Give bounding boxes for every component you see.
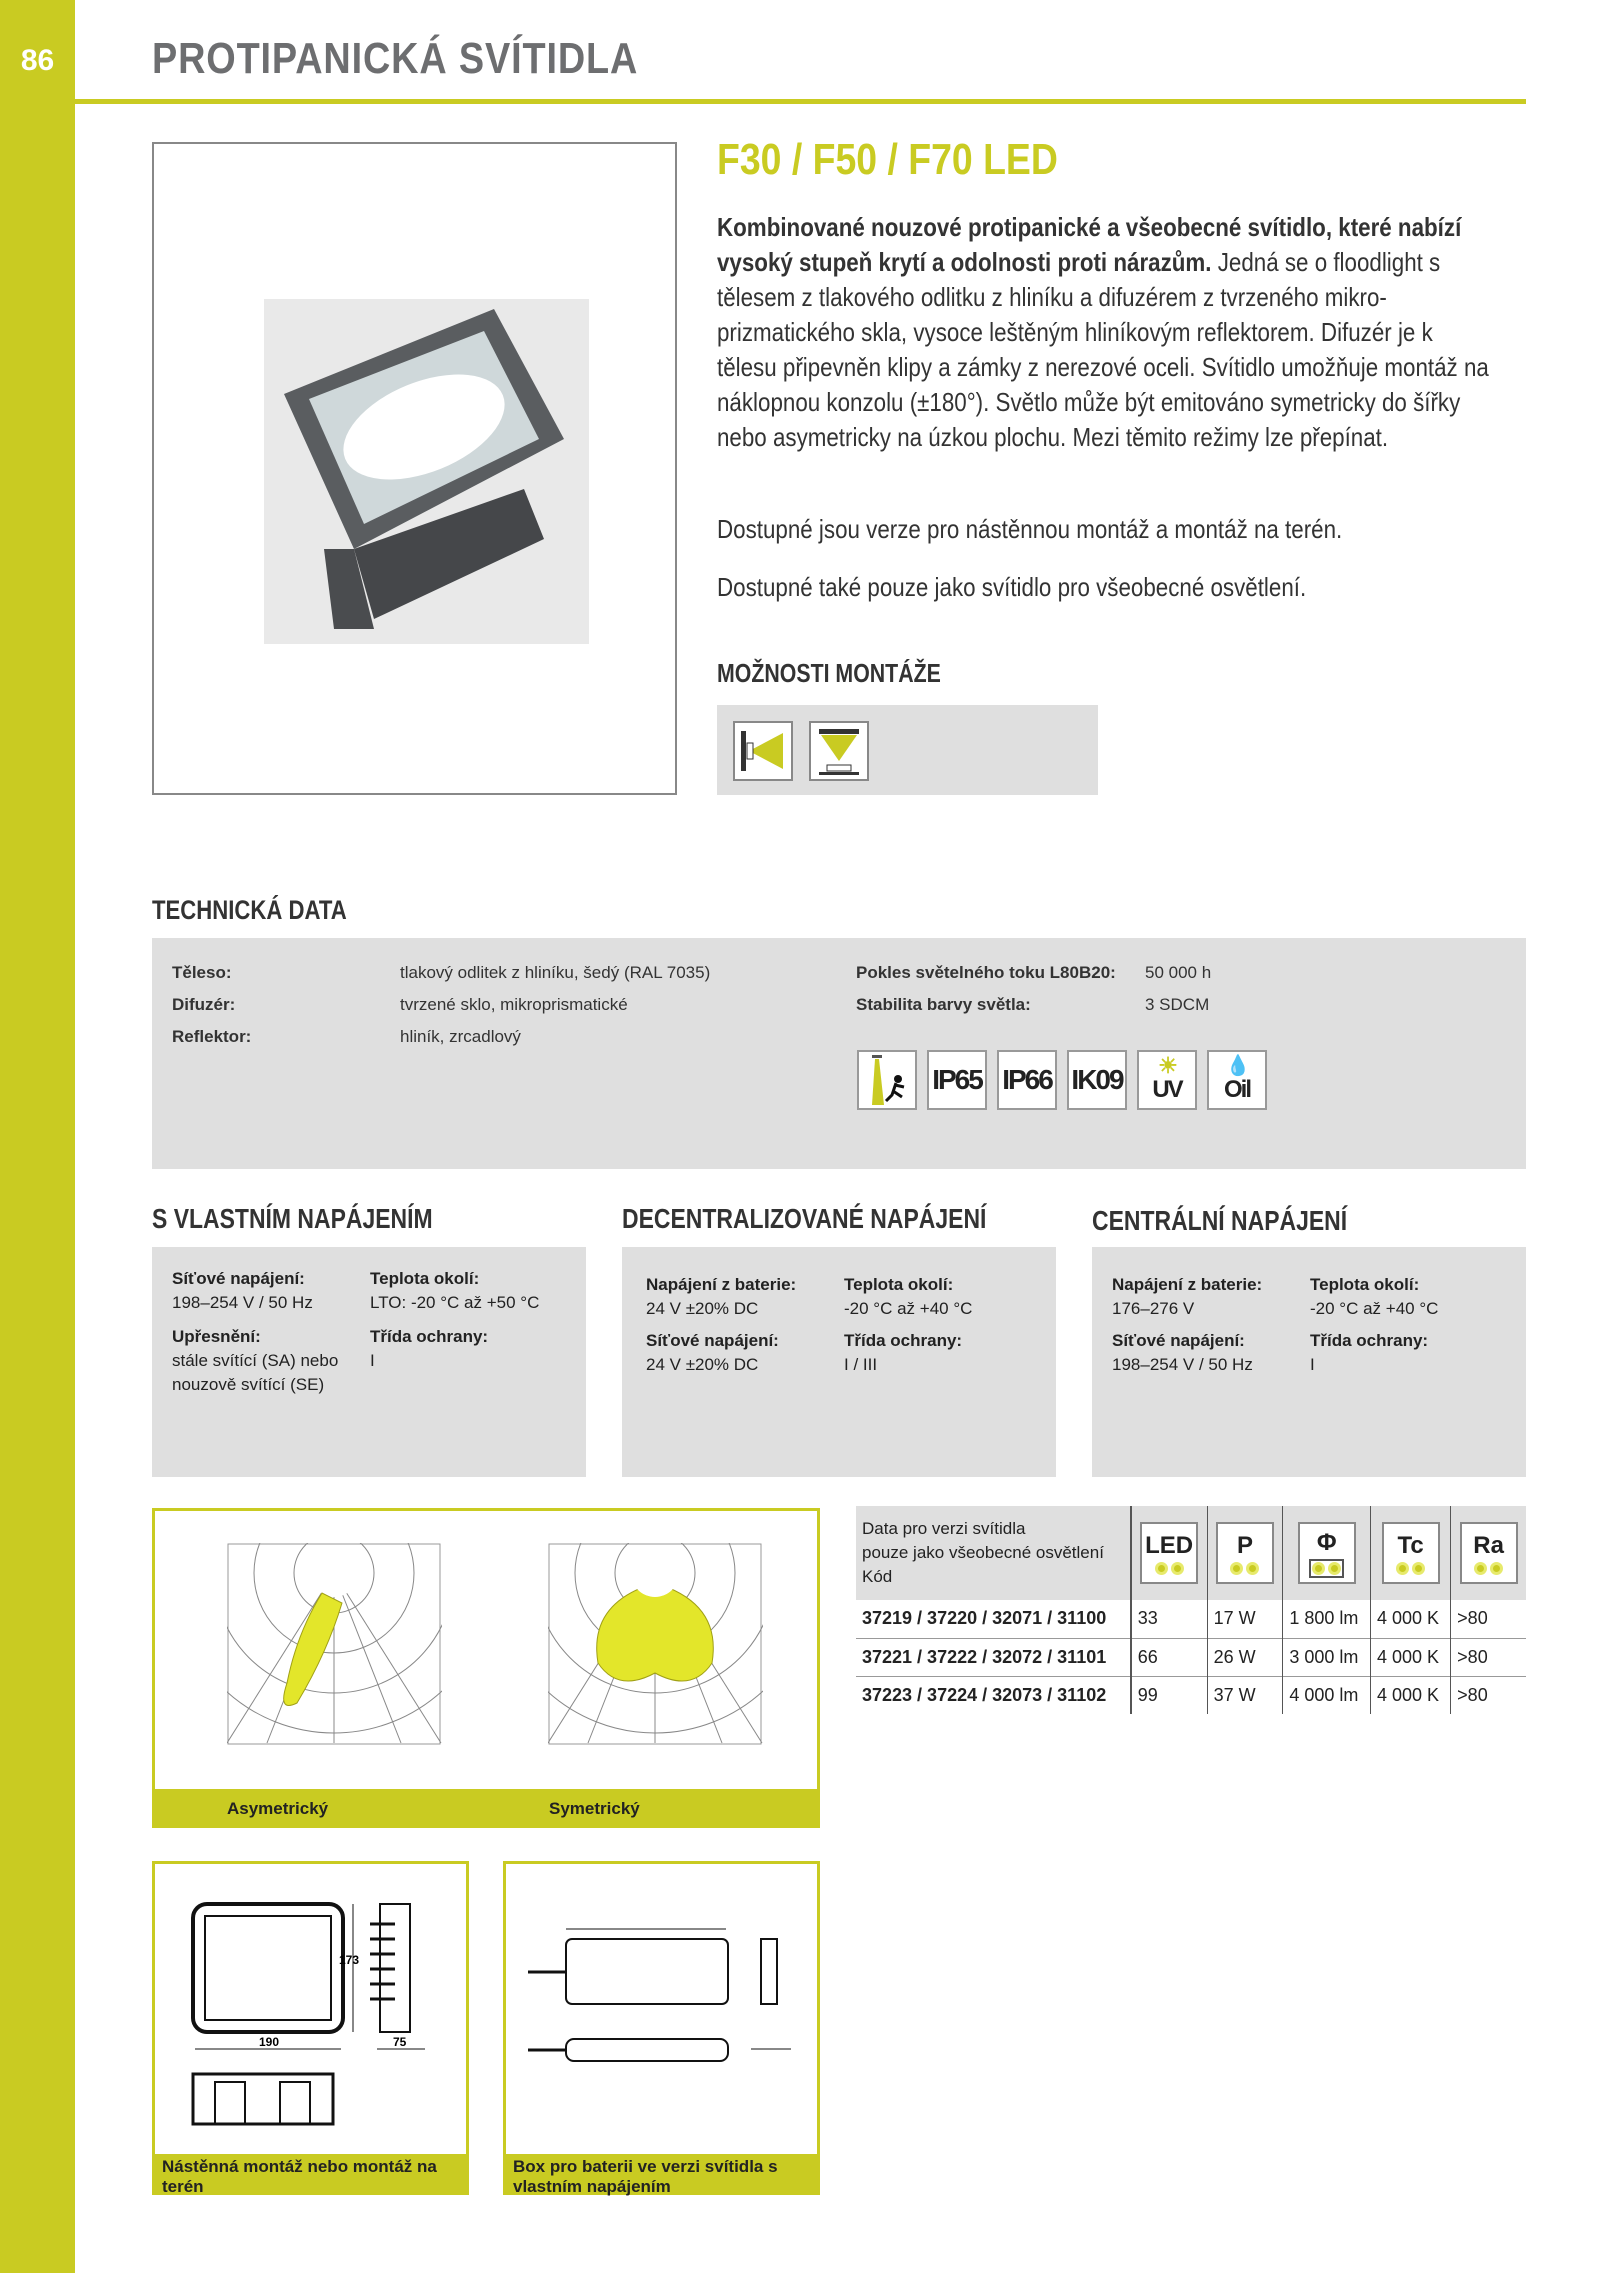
tech-label: Difuzér: [172, 995, 236, 1014]
cell-value: 99 [1131, 1676, 1207, 1714]
col-label: P [1236, 1531, 1253, 1559]
power-label: Teplota okolí: [370, 1269, 480, 1288]
product-description [717, 210, 1491, 455]
mounting-options [717, 705, 1098, 795]
battery-box-drawing [506, 1864, 817, 2154]
tech-value: tvrzené sklo, mikroprismatické [400, 995, 628, 1014]
wall-mount-icon [733, 721, 793, 781]
power-title-self: S VLASTNÍM NAPÁJENÍM [152, 1203, 433, 1234]
tech-value: 3 SDCM [1145, 995, 1210, 1014]
description-lead: Kombinované nouzové protipanické a všeobecné svítidlo, které nabízí vysoký stupeň krytí a odolnosti proti nárazům. [717, 212, 1462, 277]
drop-icon: 💧 [1225, 1055, 1249, 1077]
power-label: Třída ochrany: [370, 1327, 489, 1346]
dim-width: 190 [259, 2035, 280, 2049]
description-body: Jedná se o floodlight s tělesem z tlakového odlitku z hliníku a difuzérem z tvrzeného mikro-prizmatického skla, vysoce leštěným hliníkovým reflektorem. Difuzér je k tělesu připevněn klipy a zámky z nerezové oceli. Svítidlo umožňuje montáž na náklopnou konzolu (±180°). Světlo může být emitováno symetricky do šířky nebo asymetricky na úzkou plochu. Mezi těmito režimy lze přepínat. [717, 247, 1489, 452]
luminaire-dimension-drawing [155, 1864, 466, 2154]
power-value: 176–276 V [1112, 1299, 1195, 1318]
floodlight-image [264, 299, 589, 644]
product-title: F30 / F50 / F70 LED [717, 135, 1058, 184]
oil-label: Oil [1223, 1076, 1250, 1103]
col-label: Ra [1473, 1531, 1504, 1559]
power-label: Síťové napájení: [1112, 1331, 1245, 1350]
power-value: 198–254 V / 50 Hz [1112, 1355, 1253, 1374]
cell-value: 3 000 lm [1283, 1638, 1371, 1676]
led-count-icon [1140, 1522, 1198, 1584]
power-label: Síťové napájení: [646, 1331, 779, 1350]
dim-depth: 75 [393, 2035, 407, 2049]
tech-label: Těleso: [172, 963, 232, 982]
cell-value: 66 [1131, 1638, 1207, 1676]
cell-code: 37219 / 37220 / 32071 / 31100 [856, 1600, 1131, 1638]
mounting-title: MOŽNOSTI MONTÁŽE [717, 658, 941, 688]
power-panel-central [1092, 1247, 1526, 1477]
power-label: Třída ochrany: [1310, 1331, 1429, 1350]
power-label: Třída ochrany: [844, 1331, 963, 1350]
table-row [856, 1638, 1526, 1676]
power-label: Teplota okolí: [1310, 1275, 1420, 1294]
asymmetric-polar-diagram [227, 1543, 442, 1758]
table-row [856, 1600, 1526, 1638]
photometry-panel [152, 1508, 820, 1828]
power-value: I [1310, 1355, 1315, 1374]
color-rendering-icon [1460, 1522, 1518, 1584]
tech-label: Pokles světelného toku L80B20: [856, 963, 1116, 982]
asymmetric-label: Asymetrický [227, 1799, 329, 1818]
tech-data-panel [152, 938, 1526, 1169]
cell-value: 33 [1131, 1600, 1207, 1638]
dimension-drawing-battery-box [503, 1861, 820, 2195]
cell-code: 37223 / 37224 / 32073 / 31102 [856, 1676, 1131, 1714]
product-photo-frame [152, 142, 677, 795]
power-value: 24 V ±20% DC [646, 1299, 759, 1318]
versions-paragraph: Dostupné jsou verze pro nástěnnou montáž a montáž na terén. [717, 514, 1343, 544]
power-panel-decentral [622, 1247, 1056, 1477]
col-label: Φ [1316, 1528, 1337, 1556]
power-label: Síťové napájení: [172, 1269, 305, 1288]
cell-code: 37221 / 37222 / 32072 / 31101 [856, 1638, 1131, 1676]
dim-height: 173 [339, 1953, 360, 1967]
cell-value: >80 [1457, 1646, 1488, 1667]
cell-value: 17 W [1207, 1600, 1283, 1638]
cell-value: 4 000 K [1371, 1600, 1451, 1638]
ik09-badge: IK09 [1067, 1050, 1127, 1110]
drawing-label-luminaire: Nástěnná montáž nebo montáž na terén [152, 2154, 469, 2195]
power-label: Napájení z baterie: [1112, 1275, 1263, 1294]
tech-label: Reflektor: [172, 1027, 252, 1046]
page-number: 86 [20, 44, 55, 77]
uv-label: UV [1152, 1076, 1182, 1103]
power-label: Upřesnění: [172, 1327, 261, 1346]
table-header-code [856, 1506, 1131, 1600]
tech-data-title: TECHNICKÁ DATA [152, 895, 347, 925]
power-title-decentral: DECENTRALIZOVANÉ NAPÁJENÍ [622, 1203, 987, 1234]
power-value: I / III [844, 1355, 878, 1374]
header-line: pouze jako všeobecné osvětlení [862, 1543, 1104, 1562]
uv-badge [1137, 1050, 1197, 1110]
version-data-table [856, 1506, 1526, 1714]
power-label: Napájení z baterie: [646, 1275, 797, 1294]
symmetric-label: Symetrický [549, 1799, 640, 1818]
power-value: -20 °C až +40 °C [844, 1299, 973, 1318]
general-only-paragraph: Dostupné také pouze jako svítidlo pro všeobecné osvětlení. [717, 572, 1307, 602]
cell-value: >80 [1457, 1608, 1488, 1629]
power-panel-self [152, 1247, 586, 1477]
tech-value: tlakový odlitek z hliníku, šedý (RAL 7035) [400, 963, 711, 982]
photometry-label-bar [152, 1789, 820, 1828]
power-value: I [370, 1351, 375, 1370]
emergency-exit-icon [857, 1050, 917, 1110]
sun-icon: ☀ [1158, 1053, 1176, 1078]
power-value: 24 V ±20% DC [646, 1355, 759, 1374]
ip65-badge: IP65 [927, 1050, 987, 1110]
power-value: stále svítící (SA) nebo nouzově svítící (SE) [172, 1351, 339, 1394]
sidebar-accent-bar [0, 0, 75, 2273]
power-value: -20 °C až +40 °C [1310, 1299, 1439, 1318]
luminous-flux-icon [1298, 1522, 1356, 1584]
table-row [856, 1676, 1526, 1714]
page-title: PROTIPANICKÁ SVÍTIDLA [152, 34, 639, 83]
header-line: Data pro verzi svítidla [862, 1519, 1026, 1538]
col-label: LED [1145, 1531, 1194, 1559]
header-rule [75, 99, 1526, 104]
cell-value: 37 W [1207, 1676, 1283, 1714]
power-value: LTO: -20 °C až +50 °C [370, 1293, 540, 1312]
dimension-drawing-luminaire [152, 1861, 469, 2195]
color-temperature-icon [1382, 1522, 1440, 1584]
ip66-badge: IP66 [997, 1050, 1057, 1110]
header-line: Kód [862, 1567, 893, 1586]
cell-value: 1 800 lm [1283, 1600, 1371, 1638]
cell-value: 4 000 K [1371, 1638, 1451, 1676]
oil-badge [1207, 1050, 1267, 1110]
power-icon [1216, 1522, 1274, 1584]
symmetric-polar-diagram [548, 1543, 763, 1758]
cell-value: 4 000 lm [1283, 1676, 1371, 1714]
cell-value: 26 W [1207, 1638, 1283, 1676]
col-label: Tc [1397, 1531, 1424, 1559]
power-value: 198–254 V / 50 Hz [172, 1293, 313, 1312]
power-label: Teplota okolí: [844, 1275, 954, 1294]
drawing-label-battery-box: Box pro baterii ve verzi svítidla s vlastním napájením [503, 2154, 820, 2195]
cell-value: 4 000 K [1371, 1676, 1451, 1714]
tech-value: 50 000 h [1145, 963, 1212, 982]
tech-value: hliník, zrcadlový [400, 1027, 521, 1046]
ground-mount-icon [809, 721, 869, 781]
power-title-central: CENTRÁLNÍ NAPÁJENÍ [1092, 1205, 1348, 1236]
tech-label: Stabilita barvy světla: [856, 995, 1031, 1014]
cell-value: >80 [1457, 1684, 1488, 1705]
